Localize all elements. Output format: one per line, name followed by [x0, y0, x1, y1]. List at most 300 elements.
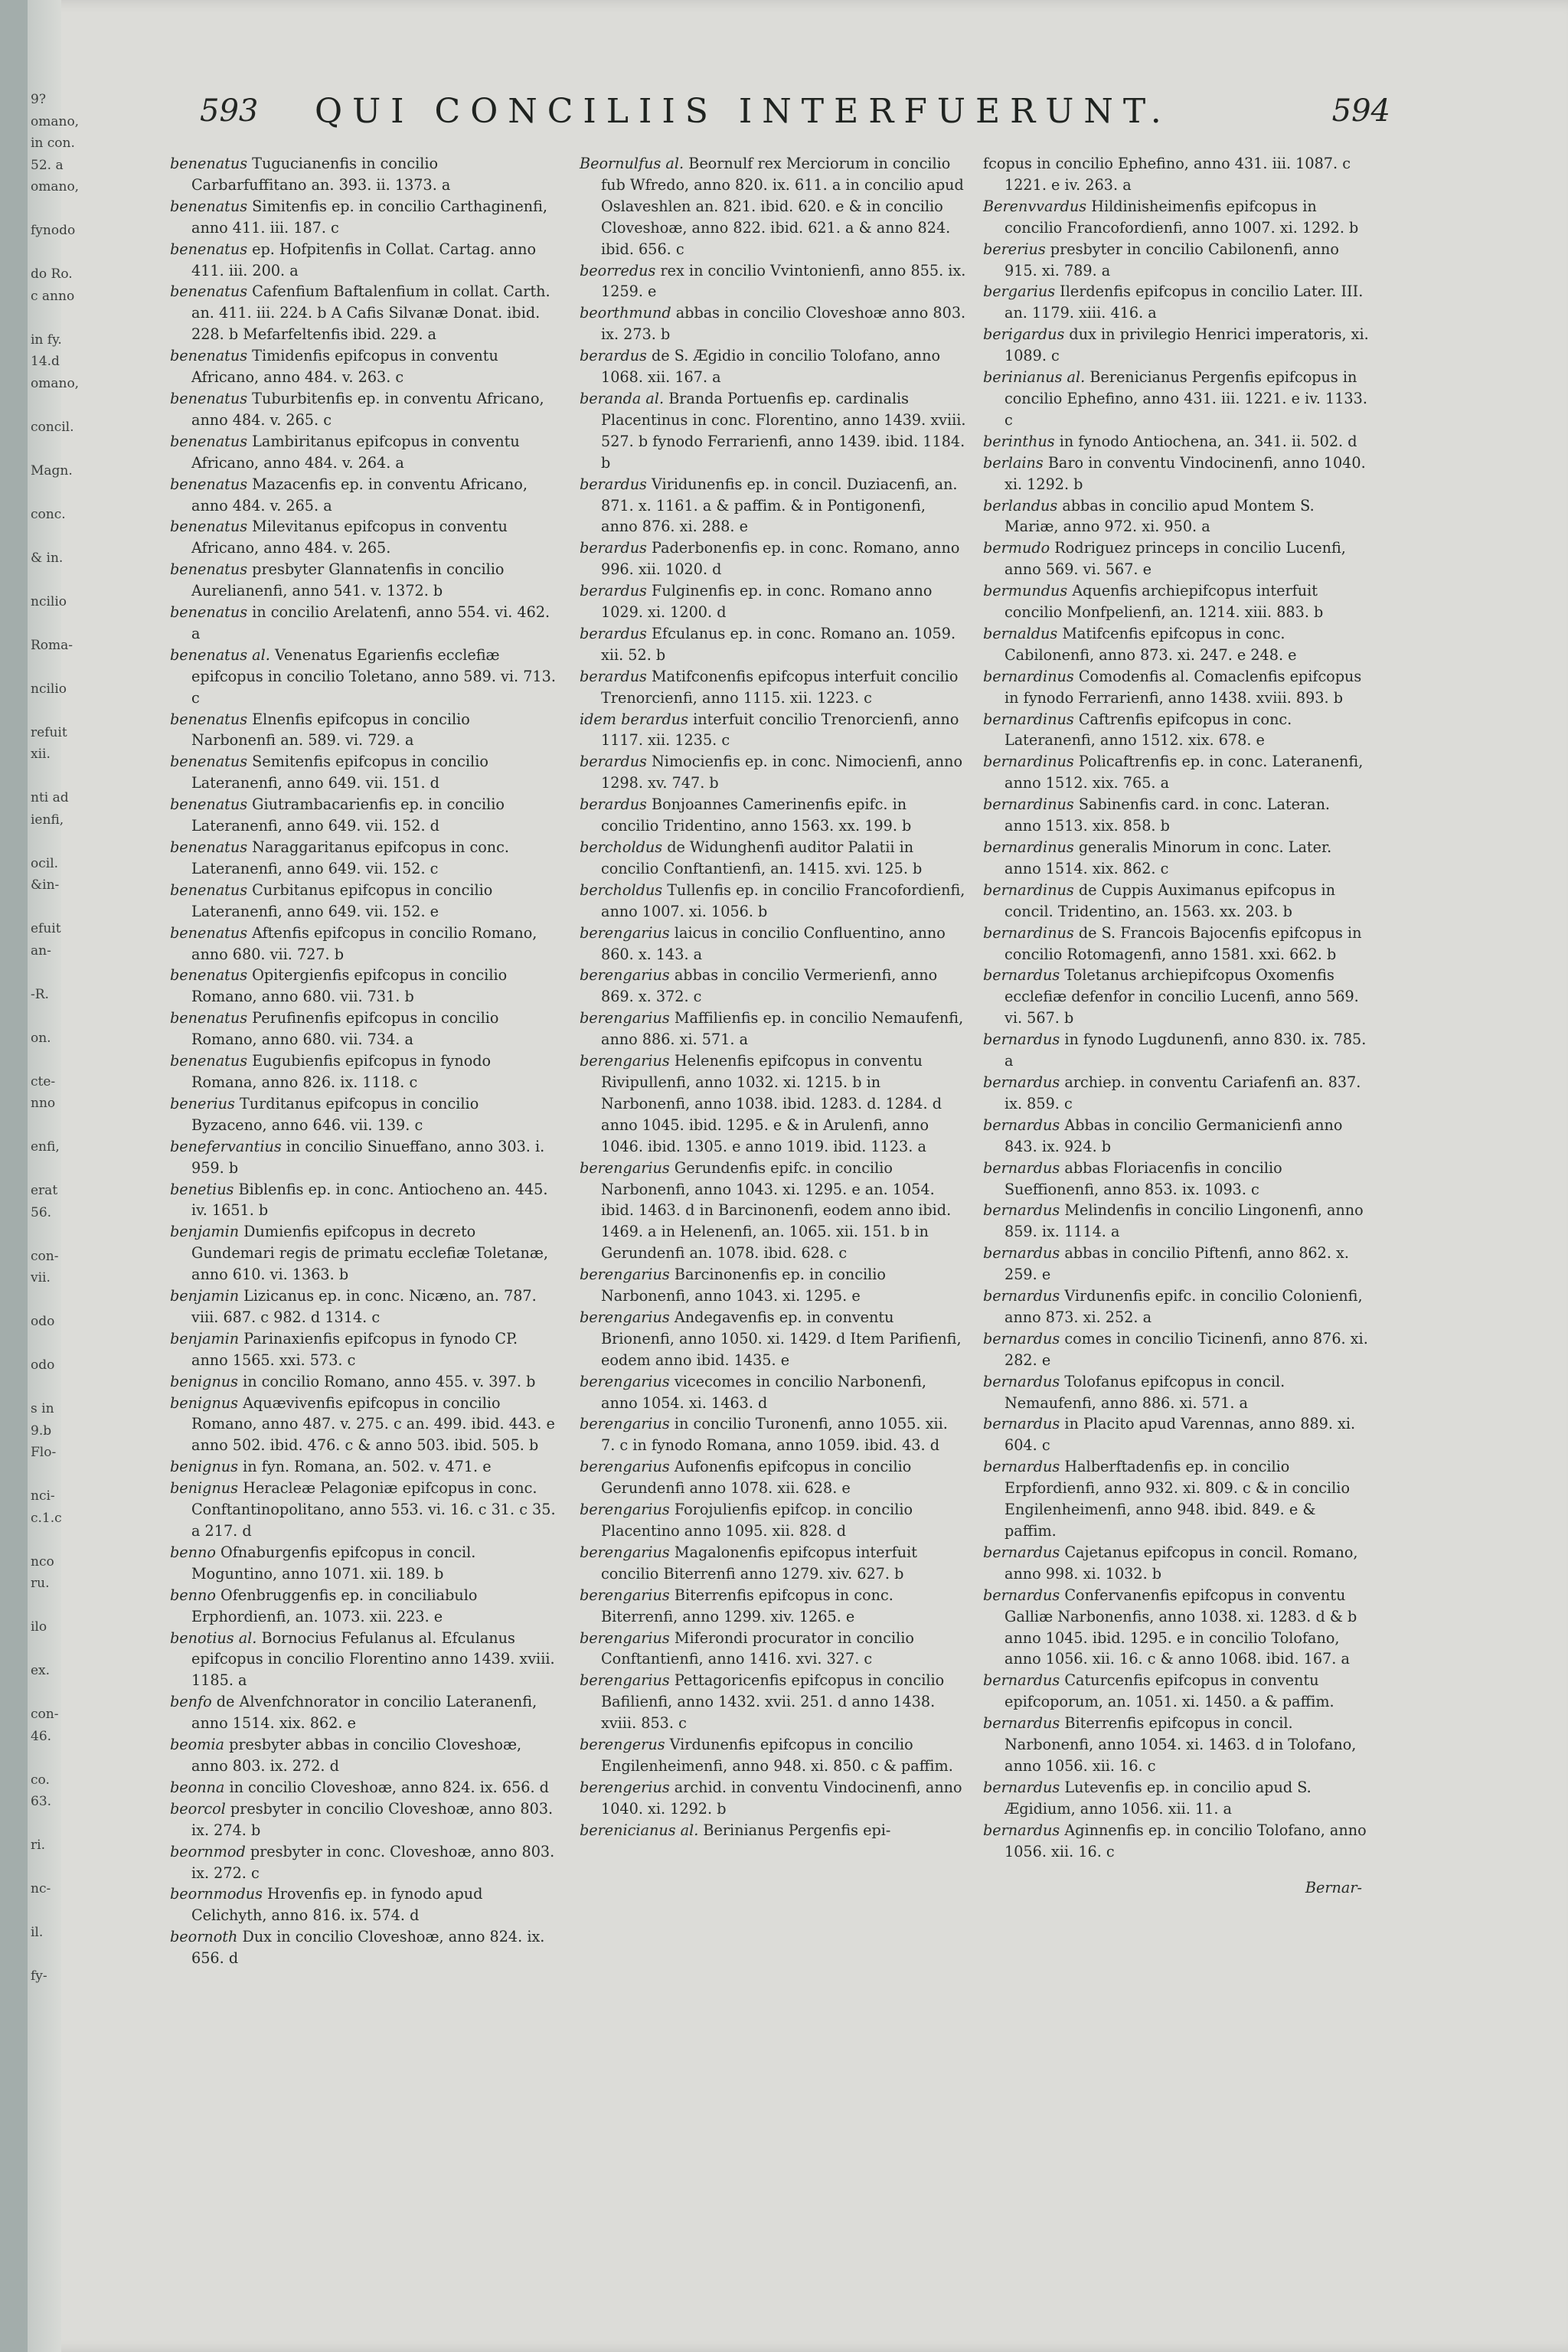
- index-entry: [580, 388, 966, 474]
- entry-headword: berardus: [580, 624, 647, 642]
- entry-headword: berengarius: [580, 1158, 670, 1177]
- index-entry: [983, 196, 1370, 239]
- gutter-fragment: fynodo: [31, 223, 76, 238]
- index-entry: [983, 666, 1370, 709]
- entry-headword: bernardus: [983, 1244, 1060, 1263]
- gutter-fragment: -R.: [31, 986, 49, 1002]
- index-entry: [580, 1542, 966, 1585]
- index-entry: [170, 388, 557, 431]
- gutter-fragment: an-: [31, 942, 51, 959]
- entry-text: Paderbonenfis ep. in conc. Romano, anno 996. xii. 1020. d: [601, 539, 960, 579]
- index-entry: [170, 1328, 557, 1371]
- entry-headword: berardus: [580, 667, 647, 685]
- entry-headword: berlandus: [983, 496, 1058, 514]
- index-entry: [580, 923, 966, 965]
- entry-headword: idem berardus: [580, 710, 688, 728]
- index-entry: [983, 1200, 1370, 1243]
- gutter-fragment: & in.: [31, 550, 64, 566]
- entry-headword: berengarius: [580, 1052, 670, 1070]
- index-entry: [170, 431, 557, 474]
- entry-headword: benenatus: [170, 475, 248, 493]
- entry-text: laicus in concilio Confluentino, anno 860. x. 143. a: [601, 923, 946, 963]
- index-entry: [170, 1371, 557, 1393]
- entry-text: Elnenfis epifcopus in concilio Narbonenfi an. 589. vi. 729. a: [191, 710, 470, 750]
- index-entry: [170, 1777, 557, 1798]
- gutter-fragment: omano,: [31, 375, 80, 391]
- index-entry: [170, 923, 557, 965]
- index-entry: [983, 580, 1370, 623]
- entry-text: Giutrambacarienfis ep. in concilio Lateranenfi, anno 649. vii. 152. d: [191, 795, 505, 835]
- entry-text: Melindenfis in concilio Lingonenfi, anno 859. ix. 1114. a: [1004, 1201, 1364, 1241]
- entry-text: Virdunenfis epifc. in concilio Colonienfi, anno 873. xi. 252. a: [1004, 1287, 1363, 1326]
- index-entry: [983, 1777, 1370, 1820]
- index-entry: [170, 1841, 557, 1884]
- gutter-fragment: on.: [31, 1030, 51, 1046]
- gutter-fragment: nc-: [31, 1881, 51, 1896]
- index-entry: [580, 837, 966, 880]
- entry-headword: bernardus: [983, 1415, 1060, 1433]
- entry-text: Turditanus epifcopus in concilio Byzaceno, anno 646. vii. 139. c: [191, 1094, 479, 1134]
- entry-headword: benignus: [170, 1393, 238, 1412]
- entry-text: Matifcenfis epifcopus in conc. Cabilonenfi, anno 873. xi. 247. e 248. e: [1004, 624, 1297, 664]
- entry-headword: benenatus: [170, 710, 248, 728]
- entry-headword: berardus: [580, 795, 647, 814]
- entry-headword: bernardus: [983, 1372, 1060, 1390]
- gutter-fragment: 52. a: [31, 157, 64, 173]
- index-entry: [983, 495, 1370, 538]
- gutter-fragment: fy-: [31, 1968, 47, 1984]
- gutter-fragment: ncilio: [31, 593, 67, 609]
- entry-text: vicecomes in concilio Narbonenfi, anno 1054. xi. 1463. d: [601, 1372, 926, 1412]
- entry-headword: benjamin: [170, 1329, 240, 1348]
- entry-headword: berengarius: [580, 1308, 670, 1326]
- index-entry: [983, 1413, 1370, 1456]
- gutter-fragment: con-: [31, 1707, 59, 1722]
- gutter-fragment: erat: [31, 1183, 58, 1198]
- entry-headword: berardus: [580, 753, 647, 771]
- entry-text: Nimocienfis ep. in conc. Nimocienfi, anno 1298. xv. 747. b: [601, 753, 963, 792]
- entry-headword: bercholdus: [580, 838, 663, 856]
- entry-headword: bermudo: [983, 539, 1050, 557]
- entry-text: Naraggaritanus epifcopus in conc. Lateranenfi, anno 649. vii. 152. c: [191, 838, 509, 877]
- entry-headword: beornmod: [170, 1842, 246, 1860]
- index-entry: [580, 1628, 966, 1671]
- entry-text: in concilio Cloveshoæ, anno 824. ix. 656. d: [224, 1778, 549, 1796]
- entry-text: Halberftadenfis ep. in concilio Erpfordienfi, anno 932. xi. 809. c & in concilio Engilenheimenfi, anno 948. ibid. 849. e & paffim.: [1004, 1458, 1350, 1540]
- entry-headword: Beornulfus al.: [580, 155, 684, 172]
- entry-text: in concilio Romano, anno 455. v. 397. b: [237, 1372, 536, 1390]
- entry-text: in Placito apud Varennas, anno 889. xi. 604. c: [1004, 1415, 1356, 1455]
- entry-text: Lizicanus ep. in conc. Nicæno, an. 787. viii. 687. c 982. d 1314. c: [191, 1287, 537, 1326]
- gutter-fragment: s in: [31, 1401, 54, 1416]
- entry-text: de S. Ægidio in concilio Tolofano, anno 1068. xii. 167. a: [601, 347, 941, 387]
- catchword: Bernar-: [1305, 1878, 1362, 1896]
- entry-headword: benenatus: [170, 518, 248, 536]
- index-entry: [983, 794, 1370, 837]
- entry-text: Hrovenfis ep. in fynodo apud Celichyth, anno 816. ix. 574. d: [191, 1885, 483, 1925]
- index-entry: [580, 965, 966, 1008]
- entry-headword: benenatus: [170, 753, 248, 771]
- index-entry: [170, 645, 557, 709]
- gutter-fragment: ienfi,: [31, 812, 64, 828]
- entry-headword: berengerus: [580, 1736, 665, 1754]
- gutter-fragment: 14.d: [31, 354, 60, 369]
- entry-headword: berigardus: [983, 325, 1065, 344]
- index-entry: [983, 452, 1370, 495]
- gutter-fragment: co.: [31, 1772, 50, 1788]
- gutter-fragment: &in-: [31, 877, 60, 893]
- entry-headword: berengerius: [580, 1778, 670, 1796]
- index-entry: [580, 1307, 966, 1371]
- gutter-fragment: nco: [31, 1553, 54, 1570]
- text-column-3: [983, 153, 1370, 1913]
- entry-text: de Alvenfchnorator in concilio Lateranenfi, anno 1514. xix. 862. e: [191, 1693, 537, 1733]
- index-entry: [983, 324, 1370, 367]
- index-entry: [170, 1136, 557, 1179]
- entry-headword: benenatus: [170, 603, 248, 622]
- gutter-fragment: ru.: [31, 1576, 50, 1591]
- running-title: QUI CONCILIIS INTERFUERUNT.: [315, 92, 1171, 131]
- entry-text: Helenenfis epifcopus in conventu Rivipullenfi, anno 1032. xi. 1215. b in Narbonenfi, anno 1038. ibid. 1283. d. 1284. d anno 1045. ibid. 1295. e & in Arulenfi, anno 1046. ibid. 1305. e anno 1019. ibid. 1123. a: [601, 1052, 942, 1155]
- gutter-fragment: ri.: [31, 1838, 45, 1853]
- entry-text: Tuburbitenfis ep. in conventu Africano, anno 484. v. 265. c: [191, 389, 544, 429]
- gutter-fragment: 63.: [31, 1794, 52, 1809]
- entry-text: Venenatus Egarienfis ecclefiæ epifcopus in concilio Toletano, anno 589. vi. 713. c: [191, 645, 556, 707]
- entry-headword: beomia: [170, 1736, 224, 1754]
- entry-headword: benenatus: [170, 347, 248, 365]
- entry-text: Baro in conventu Vindocinenfi, anno 1040. xi. 1292. b: [1004, 453, 1366, 493]
- entry-headword: benjamin: [170, 1287, 240, 1305]
- entry-text: presbyter abbas in concilio Cloveshoæ, anno 803. ix. 272. d: [191, 1736, 522, 1775]
- index-entry: [170, 1628, 557, 1692]
- entry-text: Magalonenfis epifcopus interfuit concilio Biterrenfi anno 1279. xiv. 627. b: [601, 1543, 917, 1583]
- entry-headword: berengarius: [580, 1458, 670, 1476]
- index-entry: [580, 1264, 966, 1307]
- entry-text: Forojulienfis epifcop. in concilio Placentino anno 1095. xii. 828. d: [601, 1501, 913, 1540]
- entry-headword: benno: [170, 1586, 216, 1604]
- index-entry: [983, 1328, 1370, 1371]
- entry-headword: bernardus: [983, 1458, 1060, 1476]
- entry-headword: bernardus: [983, 1116, 1060, 1134]
- entry-text: in concilio Sinueffano, anno 303. i. 959. b: [191, 1137, 545, 1177]
- entry-headword: benenatus al.: [170, 645, 270, 664]
- index-entry: [983, 1713, 1370, 1777]
- entry-headword: benenatus: [170, 1009, 248, 1027]
- index-entry: [170, 1926, 557, 1969]
- index-entry: [580, 1585, 966, 1628]
- entry-headword: berengarius: [580, 1372, 670, 1390]
- gutter-fragment: omano,: [31, 113, 80, 129]
- entry-headword: berengarius: [580, 1671, 670, 1690]
- index-entry: [170, 474, 557, 517]
- entry-text: Milevitanus epifcopus in conventu Africano, anno 484. v. 265.: [191, 518, 508, 557]
- entry-headword: bernardus: [983, 1031, 1060, 1049]
- entry-text: Comodenfis al. Comaclenfis epifcopus in fynodo Ferrarienfi, anno 1438. xviii. 893. b: [1004, 667, 1362, 707]
- index-entry: [983, 1243, 1370, 1285]
- entry-text: Opitergienfis epifcopus in concilio Romano, anno 680. vii. 731. b: [191, 966, 508, 1006]
- entry-headword: bernardinus: [983, 838, 1074, 856]
- entry-text: dux in privilegio Henrici imperatoris, xi. 1089. c: [1004, 325, 1369, 365]
- entry-headword: berenicianus al.: [580, 1821, 699, 1839]
- gutter-fragment: nno: [31, 1096, 56, 1111]
- index-entry: [170, 1393, 557, 1457]
- entry-headword: berengarius: [580, 1009, 670, 1027]
- index-entry: [170, 1093, 557, 1136]
- index-entry: [580, 1820, 966, 1841]
- entry-text: abbas in concilio apud Montem S. Mariæ, anno 972. xi. 950. a: [1004, 496, 1315, 536]
- entry-headword: benetius: [170, 1180, 234, 1198]
- index-entry: [983, 1820, 1370, 1863]
- book-page: [28, 0, 1568, 2352]
- entry-text: Aufonenfis epifcopus in concilio Gerundenfi anno 1078. xii. 628. e: [601, 1458, 912, 1498]
- index-entry: [170, 965, 557, 1008]
- entry-text: Policaftrenfis ep. in conc. Lateranenfi, anno 1512. xix. 765. a: [1004, 753, 1364, 792]
- entry-text: archid. in conventu Vindocinenfi, anno 1040. xi. 1292. b: [601, 1778, 962, 1818]
- gutter-fragment: in con.: [31, 136, 75, 151]
- index-entry: [983, 281, 1370, 324]
- index-entry: [983, 837, 1370, 880]
- gutter-fragment: conc.: [31, 506, 66, 522]
- index-entry: [983, 1285, 1370, 1328]
- gutter-fragment: Roma-: [31, 637, 74, 653]
- entry-text: de S. Francois Bajocenfis epifcopus in concilio Rotomagenfi, anno 1581. xxi. 662. b: [1004, 923, 1362, 963]
- entry-text: Curbitanus epifcopus in concilio Lateranenfi, anno 649. vii. 152. e: [191, 880, 493, 920]
- entry-text: Rodriguez princeps in concilio Lucenfi, anno 569. vi. 567. e: [1004, 539, 1346, 579]
- entry-headword: bernardus: [983, 1287, 1060, 1305]
- entry-text: Beornulf rex Merciorum in concilio fub Wfredo, anno 820. ix. 611. a in concilio apud Oslaveshlen an. 821. ibid. 620. e & in concilio Cloveshoæ, anno 822. ibid. 621. a & anno 824. ibid. 656. c: [601, 155, 964, 258]
- entry-text: Lambiritanus epifcopus in conventu Africano, anno 484. v. 264. a: [191, 432, 520, 472]
- index-entry: [983, 880, 1370, 923]
- entry-text: Pettagoricenfis epifcopus in concilio Bafilienfi, anno 1432. xvii. 251. d anno 1438. xviii. 853. c: [601, 1671, 945, 1733]
- entry-headword: bernardus: [983, 1543, 1060, 1561]
- entry-text: Biblenfis ep. in conc. Antiocheno an. 445. iv. 1651. b: [191, 1180, 548, 1220]
- index-entry: [170, 837, 557, 880]
- gutter-fragment: Magn.: [31, 462, 73, 479]
- entry-text: Caftrenfis epifcopus in conc. Lateranenfi, anno 1512. xix. 678. e: [1004, 710, 1292, 750]
- entry-text: Tullenfis ep. in concilio Francofordienfi, anno 1007. xi. 1056. b: [601, 880, 965, 920]
- entry-headword: bernardinus: [983, 923, 1074, 942]
- entry-headword: berengarius: [580, 923, 670, 942]
- entry-headword: bernaldus: [983, 624, 1058, 642]
- entry-text: Barcinonenfis ep. in concilio Narbonenfi, anno 1043. xi. 1295. e: [601, 1266, 886, 1305]
- entry-headword: bernardus: [983, 1201, 1060, 1220]
- index-entry: [580, 580, 966, 623]
- index-entry: [580, 666, 966, 709]
- entry-headword: beorcol: [170, 1799, 226, 1818]
- entry-text: presbyter in concilio Cabilonenfi, anno 915. xi. 789. a: [1004, 240, 1339, 279]
- entry-headword: berlains: [983, 453, 1044, 472]
- index-entry: [170, 1798, 557, 1841]
- entry-text: presbyter in concilio Cloveshoæ, anno 803. ix. 274. b: [191, 1799, 554, 1839]
- index-entry: [580, 751, 966, 794]
- entry-text: Aginnenfis ep. in concilio Tolofano, anno 1056. xii. 16. c: [1004, 1821, 1367, 1860]
- entry-headword: berardus: [580, 539, 647, 557]
- entry-text: in concilio Arelatenfi, anno 554. vi. 462. a: [191, 603, 550, 642]
- entry-text: abbas in concilio Vermerienfi, anno 869. x. 372. c: [601, 966, 938, 1006]
- entry-headword: benenatus: [170, 283, 248, 301]
- index-entry: [170, 1050, 557, 1093]
- entry-headword: benenatus: [170, 155, 248, 172]
- entry-headword: bergarius: [983, 283, 1056, 301]
- entry-text: Andegavenfis ep. in conventu Brionenfi, anno 1050. xi. 1429. d Item Parifienfi, eodem anno ibid. 1435. e: [601, 1308, 962, 1369]
- entry-text: fcopus in concilio Ephefino, anno 431. iii. 1087. c 1221. e iv. 263. a: [983, 155, 1351, 194]
- gutter-fragment: ilo: [31, 1619, 47, 1635]
- entry-headword: berengarius: [580, 966, 670, 985]
- entry-headword: bernardinus: [983, 667, 1074, 685]
- gutter-fragment: il.: [31, 1925, 44, 1940]
- entry-headword: bernardus: [983, 966, 1060, 985]
- entry-headword: bernardinus: [983, 753, 1074, 771]
- running-head: [169, 92, 1390, 147]
- entry-headword: bernardus: [983, 1671, 1060, 1690]
- entry-headword: berinianus al.: [983, 368, 1086, 387]
- index-entry: [170, 516, 557, 559]
- entry-headword: bernardus: [983, 1329, 1060, 1348]
- index-entry: [580, 1158, 966, 1265]
- entry-text: Simitenfis ep. in concilio Carthaginenfi, anno 411. iii. 187. c: [191, 197, 548, 237]
- index-entry: [580, 1734, 966, 1777]
- index-entry: [170, 239, 557, 282]
- entry-headword: bernardus: [983, 1778, 1060, 1796]
- gutter-fragment: c.1.c: [31, 1510, 62, 1526]
- entry-text: Ilerdenfis epifcopus in concilio Later. III. an. 1179. xiii. 416. a: [1004, 283, 1364, 322]
- entry-text: ep. Hofpitenfis in Collat. Cartag. anno 411. iii. 200. a: [191, 240, 537, 279]
- entry-headword: benignus: [170, 1458, 238, 1476]
- entry-text: Lutevenfis ep. in concilio apud S. Ægidium, anno 1056. xii. 11. a: [1004, 1778, 1312, 1818]
- index-entry: [170, 1542, 557, 1585]
- index-entry: [983, 1670, 1370, 1713]
- entry-headword: beorredus: [580, 261, 656, 279]
- entry-text: Hildinisheimenfis epifcopus in concilio Francofordienfi, anno 1007. xi. 1292. b: [1004, 197, 1359, 237]
- entry-text: presbyter in conc. Cloveshoæ, anno 803. ix. 272. c: [191, 1842, 555, 1882]
- index-entry: [580, 153, 966, 260]
- page-number-right: 594: [1331, 93, 1390, 129]
- entry-text: Aquenfis archiepifcopus interfuit concilio Monfpelienfi, an. 1214. xiii. 883. b: [1004, 582, 1324, 622]
- gutter-fragment: c anno: [31, 288, 75, 304]
- index-entry: [983, 1542, 1370, 1585]
- index-entry: [170, 1734, 557, 1777]
- entry-text: Berenicianus Pergenfis epifcopus in concilio Ephefino, anno 431. iii. 1221. e iv. 1133. c: [1004, 368, 1367, 429]
- index-entry: [983, 623, 1370, 666]
- entry-text: comes in concilio Ticinenfi, anno 876. xi. 282. e: [1004, 1329, 1368, 1369]
- entry-headword: bernardus: [983, 1073, 1060, 1091]
- entry-headword: benenatus: [170, 432, 248, 450]
- entry-headword: bernardus: [983, 1821, 1060, 1839]
- entry-text: Abbas in concilio Germanicienfi anno 843. ix. 924. b: [1004, 1116, 1343, 1155]
- index-entry: [580, 537, 966, 580]
- entry-text: Dux in concilio Cloveshoæ, anno 824. ix. 656. d: [191, 1928, 545, 1968]
- entry-text: Matifconenfis epifcopus interfuit concilio Trenorcienfi, anno 1115. xii. 1223. c: [601, 667, 959, 707]
- gutter-fragment: Flo-: [31, 1445, 57, 1460]
- entry-headword: benenatus: [170, 197, 248, 215]
- index-entry: [983, 239, 1370, 282]
- index-entry: [170, 1585, 557, 1628]
- entry-headword: bernardinus: [983, 795, 1074, 814]
- entry-headword: benignus: [170, 1479, 238, 1498]
- entry-text: rex in concilio Vvintonienfi, anno 855. ix. 1259. e: [601, 261, 966, 301]
- entry-text: Virdunenfis epifcopus in concilio Engilenheimenfi, anno 948. xi. 850. c & paffim.: [601, 1736, 953, 1775]
- index-entry: [580, 1456, 966, 1499]
- entry-headword: bernardus: [983, 1586, 1060, 1604]
- entry-text: Toletanus archiepifcopus Oxomenfis ecclefiæ defenfor in concilio Lucenfi, anno 569. vi. 567. b: [1004, 966, 1359, 1027]
- entry-text: Timidenfis epifcopus in conventu Africano, anno 484. v. 263. c: [191, 347, 498, 387]
- index-entry: [170, 751, 557, 794]
- entry-headword: benenatus: [170, 240, 248, 258]
- entry-text: Biterrenfis epifcopus in concil. Narbonenfi, anno 1054. xi. 1463. d in Tolofano, anno 1056. xii. 16. c: [1004, 1714, 1357, 1775]
- entry-headword: bernardus: [983, 1158, 1060, 1177]
- entry-text: de Widunghenfi auditor Palatii in concilio Conftantienfi, an. 1415. xvi. 125. b: [601, 838, 923, 877]
- gutter-fragment: concil.: [31, 419, 74, 435]
- index-entry: [170, 794, 557, 837]
- entry-headword: benenatus: [170, 838, 248, 856]
- gutter-fragment: con-: [31, 1248, 59, 1264]
- gutter-fragment: cte-: [31, 1073, 56, 1089]
- entry-headword: berardus: [580, 347, 647, 365]
- entry-headword: berengarius: [580, 1266, 670, 1284]
- entry-headword: bernardinus: [983, 880, 1074, 899]
- index-entry: [580, 623, 966, 666]
- entry-headword: benefervantius: [170, 1137, 282, 1155]
- entry-text: Confervanenfis epifcopus in conventu Galliæ Narbonenfis, anno 1038. xi. 1283. d & b anno 1045. ibid. 1295. e in concilio Tolofano, anno 1056. xii. 16. c & anno 1068. ibid. 167. a: [1004, 1586, 1357, 1668]
- index-entry: [580, 474, 966, 538]
- index-entry: [170, 602, 557, 645]
- entry-text: in concilio Turonenfi, anno 1055. xii. 7. c in fynodo Romana, anno 1059. ibid. 43. d: [601, 1415, 948, 1455]
- index-entry: [580, 1777, 966, 1820]
- entry-headword: berengarius: [580, 1586, 670, 1604]
- entry-text: Bonjoannes Camerinenfis epifc. in concilio Tridentino, anno 1563. xx. 199. b: [601, 795, 912, 835]
- index-entry: [580, 260, 966, 303]
- index-entry: [983, 1115, 1370, 1158]
- index-entry: [170, 1456, 557, 1478]
- text-column-1: [170, 153, 557, 1969]
- gutter-fragment: 46.: [31, 1728, 52, 1744]
- entry-text: Cafenfium Baftalenfium in collat. Carth. an. 411. iii. 224. b A Cafis Silvanæ Donat. ibid. 228. b Mefarfeltenfis ibid. 229. a: [191, 283, 550, 344]
- index-entry: [580, 1499, 966, 1542]
- entry-text: Berinianus Pergenfis epi-: [698, 1821, 891, 1839]
- entry-text: Aquævivenfis epifcopus in concilio Romano, anno 487. v. 275. c an. 499. ibid. 443. e anno 502. ibid. 476. c & anno 503. ibid. 505. b: [191, 1393, 555, 1455]
- entry-text: Maffilienfis ep. in concilio Nemaufenfi, anno 886. xi. 571. a: [601, 1009, 964, 1049]
- entry-text: Heracleæ Pelagoniæ epifcopus in conc. Conftantinopolitano, anno 553. vi. 16. c 31. c 35. a 217. d: [191, 1479, 556, 1540]
- entry-headword: benotius al.: [170, 1628, 257, 1647]
- entry-headword: berengarius: [580, 1628, 670, 1647]
- index-entry: [983, 1072, 1370, 1115]
- index-entry: [170, 709, 557, 752]
- index-entry: [983, 751, 1370, 794]
- entry-headword: benno: [170, 1543, 216, 1561]
- entry-headword: bercholdus: [580, 880, 663, 899]
- entry-text: interfuit concilio Trenorcienfi, anno 1117. xii. 1235. c: [601, 710, 959, 750]
- entry-text: Dumienfis epifcopus in decreto Gundemari regis de primatu ecclefiæ Toletanæ, anno 610. vi. 1363. b: [191, 1223, 549, 1284]
- index-entry: [983, 965, 1370, 1029]
- index-entry: [580, 345, 966, 388]
- text-column-2: [580, 153, 966, 1841]
- entry-text: Perufinenfis epifcopus in concilio Romano, anno 680. vii. 734. a: [191, 1009, 499, 1049]
- index-entry: [170, 1179, 557, 1222]
- entry-headword: berardus: [580, 582, 647, 600]
- index-entry: [983, 367, 1370, 431]
- entry-headword: benenatus: [170, 923, 248, 942]
- entry-text: Cajetanus epifcopus in concil. Romano, anno 998. xi. 1032. b: [1004, 1543, 1358, 1583]
- entry-headword: benenatus: [170, 966, 248, 985]
- gutter-fragment: vii.: [31, 1270, 51, 1285]
- gutter-fragment: efuit: [31, 921, 61, 936]
- index-entry: [983, 1158, 1370, 1200]
- entry-text: Ofnaburgenfis epifcopus in concil. Moguntino, anno 1071. xii. 189. b: [191, 1543, 476, 1583]
- index-entry: [580, 709, 966, 752]
- entry-headword: bernardinus: [983, 710, 1074, 728]
- entry-text: Semitenfis epifcopus in concilio Lateranenfi, anno 649. vii. 151. d: [191, 753, 488, 792]
- index-entry: [580, 1008, 966, 1050]
